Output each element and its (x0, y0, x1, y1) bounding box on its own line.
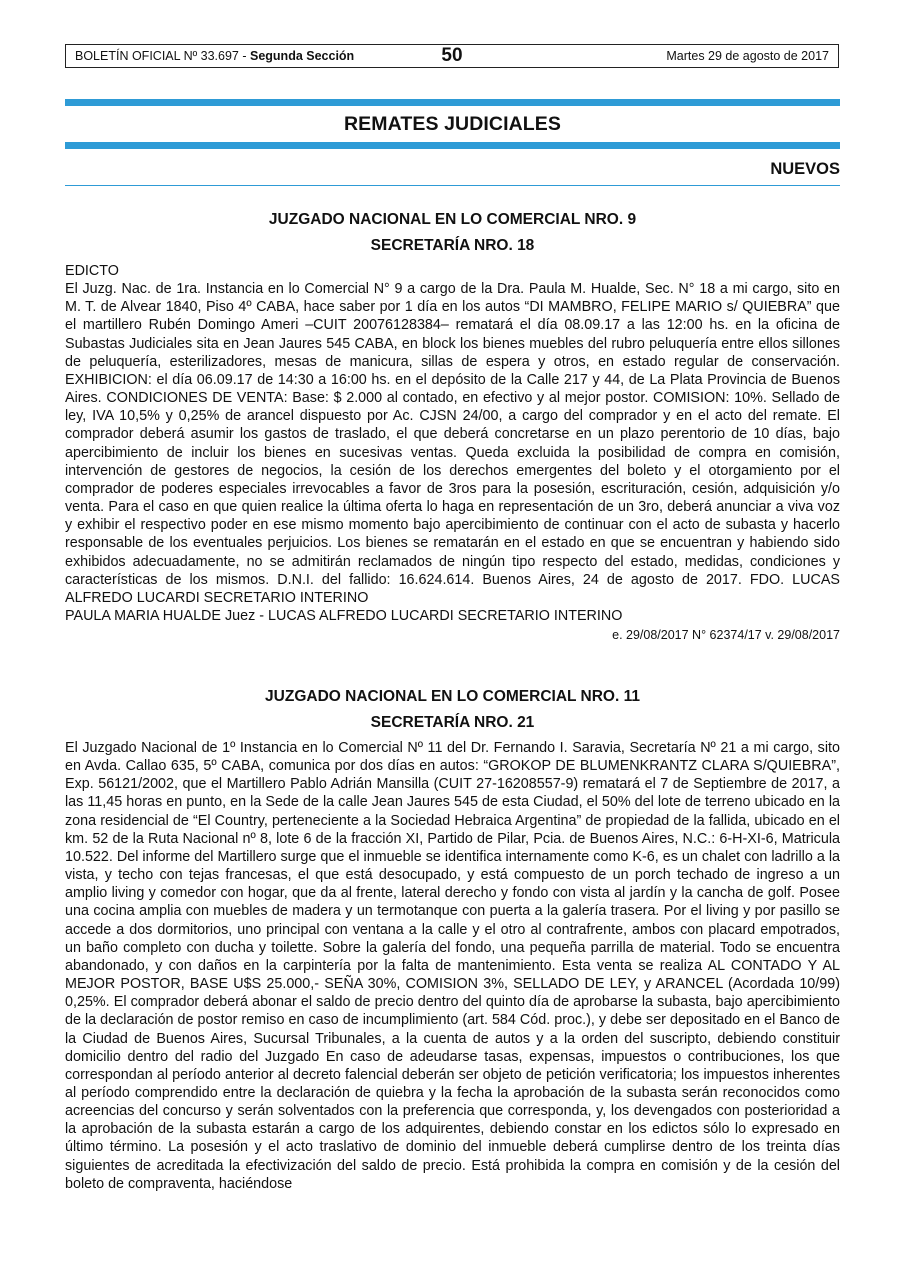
section-bar-top (65, 99, 840, 106)
page-header (65, 44, 839, 68)
notice-1-signature: PAULA MARIA HUALDE Juez - LUCAS ALFREDO LUCARDI SECRETARIO INTERINO (65, 607, 623, 624)
subsection-title: NUEVOS (770, 160, 840, 178)
publication-name: BOLETÍN OFICIAL Nº 33.697 - (75, 49, 250, 63)
publication-info (75, 49, 354, 63)
notice-2-secretariat: SECRETARÍA NRO. 21 (370, 714, 535, 731)
section-name: Segunda Sección (250, 49, 355, 63)
notice-1-body (65, 262, 840, 625)
notice-1-text: El Juzg. Nac. de 1ra. Instancia en lo Comercial N° 9 a cargo de la Dra. Paula M. Hualde, Sec. N° 18 a mi cargo, sito en M. T. de Alvear 1840, Piso 4º CABA, hace saber por 1 día en los autos “DI MAMBRO, FELIPE MARIO s/ QUIEBRA” que el martillero Rubén Domingo Ameri –CUIT 20076128384– rematará el día 08.09.17 a las 12:00 hs. en la oficina de Subastas Judiciales sita en Jean Jaures 545 CABA, en block los bienes muebles del rubro peluquería entre ellos sillones de peluquería, esterilizadores, mesas de manicura, sillas de espera y otros, en estado regular de conservación. EXHIBICION: el día 06.09.17 de 14:30 a 16:00 hs. en el depósito de la Calle 217 y 44, de La Plata Provincia de Buenos Aires. CONDICIONES DE VENTA: Base: $ 2.000 al contado, en efectivo y al mejor postor. COMISION: 10%. Sellado de ley, IVA 10,5% y 0,25% de arancel dispuesto por Ac. CJSN 24/00, a cargo del comprador y en el acto del remate. El comprador deberá asumir los gastos de traslado, el que deberá concretarse en un plazo perentorio de 10 días, bajo apercibimiento de incluir los bienes en sucesivas ventas. Queda excluida la posibilidad de compra en comisión, intervención de gestores de negocios, la cesión de los derechos emergentes del boleto y el otorgamiento por el comprador de poderes especiales irrevocables a favor de 3ros para la posesión, escrituración, cesión, adquisición y/o venta. Para el caso en que quien realice la última oferta lo haga en representación de un 3ro, deberá anunciar a viva voz y exhibir el respectivo poder en ese mismo momento bajo apercibimiento de continuar con el acto de subasta y hacerlo responsable de los eventuales perjuicios. Los bienes se rematarán en el estado en que se encuentran y habiendo sido exhibidos adecuadamente, no se admitirán reclamados de ningún tipo respecto del estado, medidas, condiciones y características de los mismos. D.N.I. del fallido: 16.624.614. Buenos Aires, 24 de agosto de 2017. FDO. LUCAS ALFREDO LUCARDI SECRETARIO INTERINO (65, 281, 840, 606)
notice-2-court: JUZGADO NACIONAL EN LO COMERCIAL NRO. 11 (265, 688, 640, 705)
notice-1-reference: e. 29/08/2017 N° 62374/17 v. 29/08/2017 (612, 628, 840, 642)
notice-1-court: JUZGADO NACIONAL EN LO COMERCIAL NRO. 9 (268, 211, 637, 228)
notice-1-heading (65, 207, 840, 259)
notice-2-text: El Juzgado Nacional de 1º Instancia en lo Comercial Nº 11 del Dr. Fernando I. Saravia, Secretaría Nº 21 a mi cargo, sito en Avda. Callao 635, 5º CABA, comunica por dos días en autos: “GROKOP DE BLUMENKRANTZ CLARA S/QUIEBRA”, Exp. 56121/2002, que el Martillero Pablo Adrián Mansilla (CUIT 27-16208557-9) rematará el 7 de Septiembre de 2017, a las 11,45 horas en punto, en la Sede de la calle Jean Jaures 545 de esta Ciudad, el 50% del lote de terreno ubicado en la zona residencial de “El Country, perteneciente a la Sociedad Hebraica Argentina” de propiedad de la fallida, ubicado en el km. 52 de la Ruta Nacional nº 8, lote 6 de la fracción XI, Partido de Pilar, Pcia. de Buenos Aires, N.C.: 6-H-XI-6, Matricula 10.522. Del informe del Martillero surge que el inmueble se identifica internamente como K-6, es un chalet con ladrillo a la vista, y techo con tejas francesas, el que está desocupado, y está compuesto de un porch techado de ingreso a un amplio living y comedor con hogar, que da al frente, lateral derecho y fondo con vista al jardín y la cancha de golf. Posee una cocina amplia con muebles de madera y un termotanque con puerta a la galería trasera. Por el living y por pasillo se accede a dos dormitorios, uno principal con ventana a la calle y el otro al contrafrente, ambos con placard empotrados, un baño completo con ducha y toilette. Sobre la galería del fondo, una pequeña parrilla de material. Todo se encuentra abandonado, y con daños en la carpintería por la falta de mantenimiento. Esta venta se realiza AL CONTADO Y AL MEJOR POSTOR, BASE U$S 25.000,- SEÑA 30%, COMISION 3%, SELLADO DE LEY, y ARANCEL (Acordada 10/99) 0,25%. El comprador deberá abonar el saldo de precio dentro del quinto día de aprobarse la subasta, bajo apercibimiento de la declaración de postor remiso en caso de incumplimiento (art. 584 Cód. proc.), y debe ser depositado en el Banco de la Ciudad de Buenos Aires, Sucursal Tribunales, a la cuenta de autos y a la orden del suscripto, debiendo constituir domicilio dentro del radio del Juzgado En caso de adeudarse tasas, expensas, impuestos o contribuciones, los que correspondan al período anterior al decreto falencial deberán ser objeto de petición verificatoria; los impuestos inherentes al período comprendido entre la declaración de quiebra y la fecha la aprobación de la subasta serán reconocidos como acreencias del concurso y serán solventados con la preferencia que corresponda, y, los devengados con posterioridad a la aprobación de la subasta estarán a cargo de los adquirentes, debiendo constar en los edictos sólo lo expresado en último término. La posesión y el acto traslativo de dominio del inmueble deberá cumplirse dentro de los treinta días siguientes de acreditada la efectivización del saldo de precio. Está prohibida la compra en comisión y de la cesión del boleto de compraventa, haciéndose (65, 740, 840, 1192)
publication-date: Martes 29 de agosto de 2017 (666, 49, 829, 63)
subsection-rule (65, 185, 840, 186)
section-bar-bottom (65, 142, 840, 149)
section-title: REMATES JUDICIALES (343, 113, 562, 135)
notice-2-body (65, 739, 840, 1193)
page-number: 50 (441, 45, 463, 66)
notice-2-heading (65, 684, 840, 736)
notice-1-secretariat: SECRETARÍA NRO. 18 (370, 237, 535, 254)
notice-1-edicto-label: EDICTO (65, 263, 119, 279)
